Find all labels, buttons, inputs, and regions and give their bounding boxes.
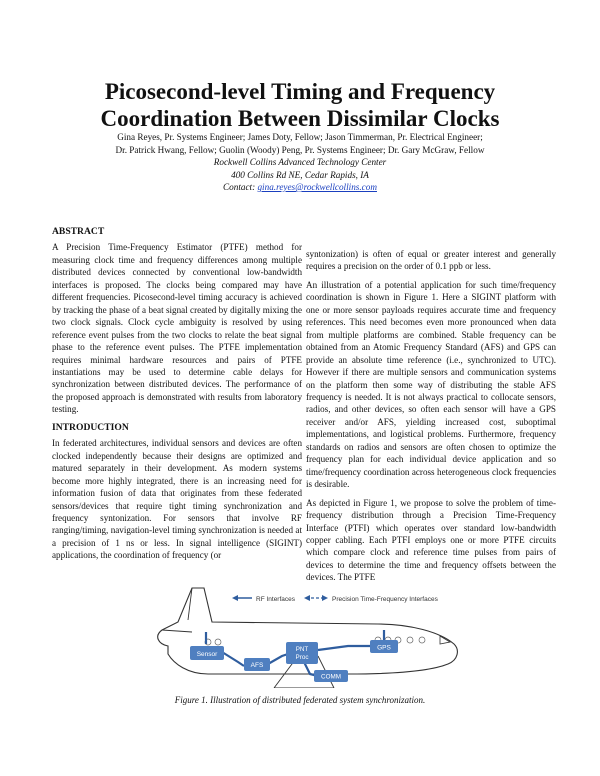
abstract-heading: ABSTRACT	[52, 226, 105, 237]
gps-label: GPS	[377, 644, 391, 652]
author-block	[40, 131, 560, 194]
legend-rf-arrowhead	[232, 595, 238, 601]
right-column-paragraph-2: An illustration of a potential application for such time/frequency coordination is shown in Figure 1. Here a SIGINT platform with one or more sensor payloads requires accurate time and frequency references. This need becomes even more pronounced when data from multiple platforms are combined. Stable frequency can be obtained from an Atomic Frequency Standard (AFS) and GPS can provide an absolute time reference (i.e., synchronized to UTC). However if there are multiple sensors and communication systems on the platform then some way of distributing the stable AFS frequency is needed. It is not always practical to collocate sensors, radios, and other devices, so often each sensor will have a GPS receiver and/or AFS, yielding increased cost, suboptimal implementations, and logistical problems. Furthermore, frequency standards on radios and sensors are often chosen to optimize the frequency plan for each individual device application and so time/frequency coordination across heterogeneous clock frequencies is desirable.	[306, 279, 556, 490]
right-column	[306, 248, 556, 590]
right-column-continuation: syntonization) is often of equal or greater interest and generally requires a precision on the order of 0.1 ppb or less.	[306, 249, 556, 272]
legend-ptf-arrowhead-left	[304, 595, 310, 601]
abstract-body: A Precision Time-Frequency Estimator (PTFE) method for measuring clock time and frequency differences among multiple distributed devices connected by conventional low-bandwidth interfaces is proposed. The clocks being compared may have different frequencies. Picosecond-level timing accuracy is achieved by tracking the phase of a beat signal created by digitally mixing the two clock signals. Clock cycle ambiguity is resolved by using reference event pulses from the two clocks to relate the beat signal phase to the reference event pulses. The PTFE implementation requires minimal hardware resources and pairs of PTFE instantiations may be used to determine cable delays for synchronization between distributed devices. The performance of the proposed approach is demonstrated with results from laboratory testing.	[52, 242, 302, 415]
contact-email-link[interactable]: gina.reyes@rockwellcollins.com	[257, 182, 377, 192]
line-sensor-afs	[222, 652, 244, 666]
pnt-label-line-1: PNT	[295, 646, 309, 653]
authors-line-2: Dr. Patrick Hwang, Fellow; Guolin (Woody) Peng, Pr. Systems Engineer; Dr. Gary McGraw, Fellow	[115, 144, 485, 155]
legend-ptf-label: Precision Time-Frequency Interfaces	[332, 596, 438, 603]
right-column-paragraph-3: As depicted in Figure 1, we propose to solve the problem of time-frequency distribution through a Precision Time-Frequency Interface (PTFI) which operates over standard low-bandwidth copper cabling. Each PTFI employs one or more PTFE circuits which compare clock and reference time pulses from pairs of devices to determine the time and frequency offsets between the devices. The PTFE	[306, 497, 556, 583]
figure-1-aircraft-diagram	[148, 584, 468, 688]
contact-line	[40, 181, 560, 194]
pnt-label-line-2: Proc	[295, 654, 309, 661]
title-line-2: Coordination Between Dissimilar Clocks	[100, 106, 500, 131]
authors-line-1: Gina Reyes, Pr. Systems Engineer; James Doty, Fellow; Jason Timmerman, Pr. Electrical Engineer;	[117, 132, 483, 142]
contact-label: Contact:	[223, 182, 256, 192]
line-afs-pnt	[268, 654, 288, 664]
afs-label: AFS	[250, 662, 264, 669]
introduction-heading: INTRODUCTION	[52, 421, 129, 433]
sensor-label: Sensor	[196, 651, 218, 658]
comm-label: COMM	[321, 673, 341, 681]
legend-rf-label: RF Interfaces	[256, 596, 296, 603]
figure-1-caption: Figure 1. Illustration of distributed federated system synchronization.	[174, 695, 426, 705]
address: 400 Collins Rd NE, Cedar Rapids, IA	[231, 169, 369, 180]
organization: Rockwell Collins Advanced Technology Center	[213, 157, 387, 167]
paper-title	[40, 78, 560, 132]
title-line-1: Picosecond-level Timing and Frequency	[104, 79, 496, 104]
aircraft-tail-fin	[162, 588, 192, 632]
line-pnt-gps	[318, 646, 370, 650]
legend-ptf-arrowhead-right	[322, 595, 328, 601]
left-column	[52, 226, 302, 568]
introduction-paragraph-1: In federated architectures, individual sensors and devices are often clocked independently because their designs are optimized and matured separately in their development. As modern systems become more highly integrated, there is an increasing need for information fusion of data that originates from these federated sensors/devices that require tight timing synchronization and frequency syntonization. For sensors that involve RF ranging/timing, navigation-level timing synchronization is needed at a precision of 1 ns or less. In signal intelligence (SIGINT) applications, the coordination of frequency (or	[52, 438, 302, 561]
